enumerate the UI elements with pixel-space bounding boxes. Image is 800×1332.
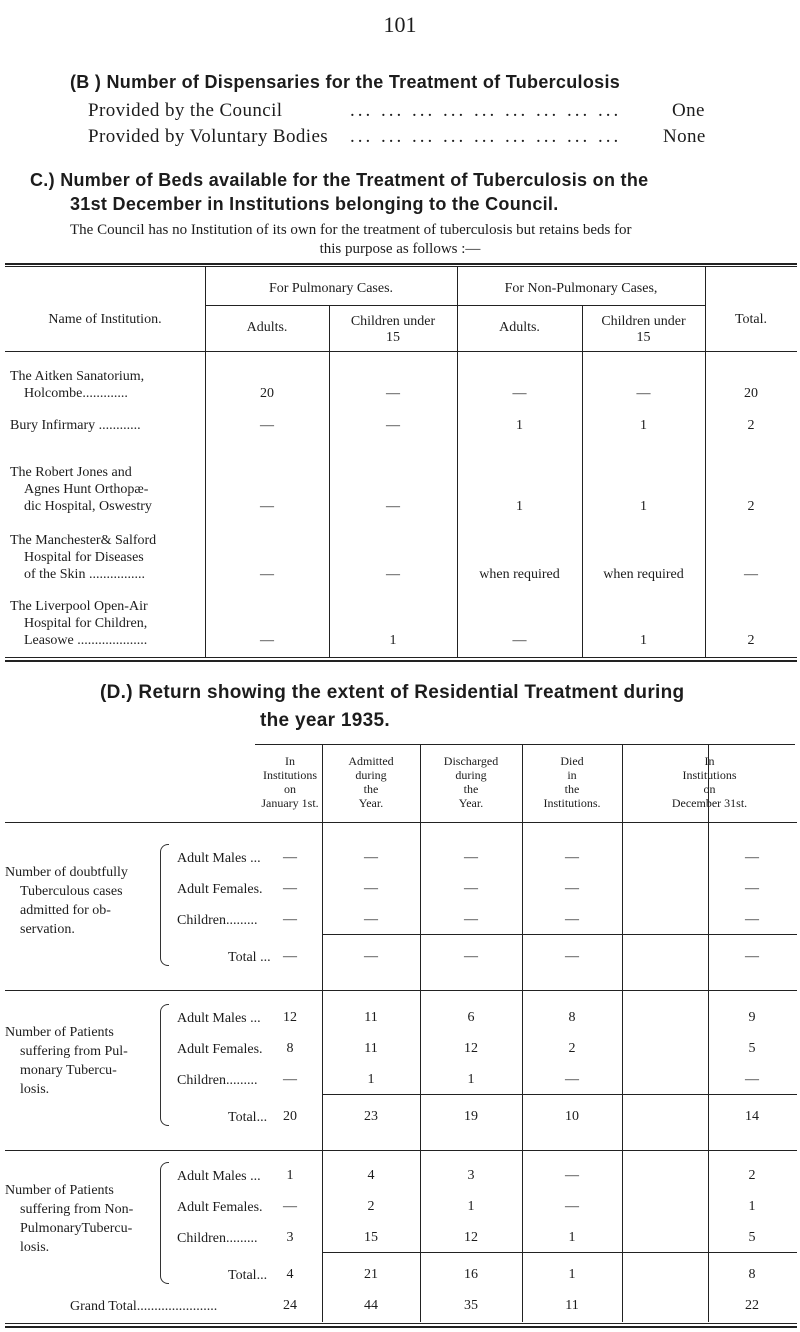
residential-value-cell: —: [464, 912, 478, 927]
grand-total-value: 44: [364, 1298, 378, 1313]
residential-col-header-line: Died: [560, 754, 584, 768]
row-label: Children.........: [177, 913, 258, 928]
residential-value-cell: 8: [568, 1010, 576, 1025]
residential-col-header-line: on: [284, 782, 296, 796]
residential-value-cell: 21: [364, 1267, 378, 1282]
residential-value-cell: —: [565, 912, 579, 927]
residential-value-cell: —: [565, 881, 579, 896]
bed-table-group-non-pulmonary: For Non-Pulmonary Cases,: [504, 281, 658, 296]
residential-value-cell: —: [283, 912, 297, 927]
residential-col-header-line: Year.: [458, 796, 484, 810]
residential-col-header-line: Admitted: [348, 754, 394, 768]
residential-value-cell: —: [745, 850, 759, 865]
bed-table-sub-children-pulmonary: [329, 314, 457, 346]
group-label-line: servation.: [20, 922, 75, 937]
bed-table-sub-adults-non-pulmonary: Adults.: [499, 320, 540, 335]
bed-count-cell: —: [260, 418, 274, 433]
bed-count-cell: 1: [516, 418, 523, 433]
subtotal-rule: [322, 1094, 797, 1095]
group-label-line: suffering from Non-: [20, 1202, 134, 1217]
children-age-label: 15: [636, 330, 651, 345]
grand-total-value: 24: [283, 1298, 297, 1313]
section-b-row-2-value: None: [663, 126, 706, 147]
residential-value-cell: 3: [467, 1168, 475, 1183]
residential-col-header-line: during: [455, 768, 487, 782]
residential-value-cell: 11: [364, 1010, 378, 1025]
residential-value-cell: 4: [286, 1267, 294, 1282]
section-c-heading-2: 31st December in Institutions belonging to the Council.: [70, 194, 559, 214]
bed-count-cell: 2: [747, 418, 755, 433]
residential-value-cell: 1: [568, 1230, 576, 1245]
grand-total-value: 11: [565, 1298, 579, 1313]
residential-value-cell: —: [283, 850, 297, 865]
residential-value-cell: —: [464, 949, 478, 964]
bed-count-cell: —: [636, 386, 651, 401]
bed-count-cell: —: [386, 499, 400, 514]
row-label: Children.........: [177, 1073, 258, 1088]
bed-count-cell: —: [260, 567, 274, 582]
bed-count-cell: 1: [640, 418, 647, 433]
residential-col-header-line: January 1st.: [261, 796, 319, 810]
group-divider: [5, 990, 797, 991]
residential-value-cell: 10: [565, 1109, 579, 1124]
institution-name-line: Leasowe ....................: [24, 633, 148, 648]
residential-value-cell: 12: [283, 1010, 297, 1025]
residential-value-cell: 1: [286, 1168, 294, 1183]
residential-col-header-line: Discharged: [443, 754, 499, 768]
residential-value-cell: —: [283, 949, 297, 964]
residential-value-cell: 15: [364, 1230, 378, 1245]
residential-value-cell: 12: [464, 1041, 478, 1056]
institution-name-line: The Manchester& Salford: [10, 533, 157, 548]
residential-value-cell: 4: [367, 1168, 375, 1183]
group-divider: [5, 1150, 797, 1151]
residential-value-cell: 5: [748, 1230, 756, 1245]
row-label: Adult Females.: [177, 1042, 263, 1057]
group-label-line: losis.: [20, 1082, 50, 1097]
bed-count-cell: 2: [747, 633, 755, 648]
institution-name-line: Holcombe.............: [24, 386, 128, 401]
residential-value-cell: —: [565, 949, 579, 964]
group-label-line: Number of Patients: [5, 1183, 114, 1198]
residential-value-cell: 8: [748, 1267, 756, 1282]
residential-value-cell: 6: [467, 1010, 475, 1025]
residential-col-header-line: In: [285, 754, 295, 768]
residential-col-header-line: the: [463, 782, 479, 796]
residential-col-header-line: the: [564, 782, 580, 796]
residential-value-cell: —: [745, 949, 759, 964]
bed-count-cell: —: [744, 567, 758, 582]
group-label-line: Tuberculous cases: [20, 884, 123, 899]
bed-count-cell: —: [260, 499, 274, 514]
institution-name-line: Hospital for Diseases: [24, 550, 144, 565]
bed-count-cell: 20: [260, 386, 274, 401]
institution-name-line: Hospital for Children,: [24, 616, 148, 631]
residential-value-cell: 3: [286, 1230, 294, 1245]
section-c-note-1: The Council has no Institution of its own for the treatment of tuberculosis but retains beds for: [70, 222, 632, 238]
residential-col-header-line: the: [363, 782, 379, 796]
section-b-row-1-label: Provided by the Council: [88, 100, 283, 121]
row-label: Adult Males ...: [177, 1011, 261, 1026]
children-age-label: 15: [386, 330, 400, 345]
institution-name-line: The Robert Jones and: [10, 465, 132, 480]
section-b-row-1-dots: ... ... ... ... ... ... ... ... ...: [350, 100, 622, 121]
residential-value-cell: —: [565, 1168, 579, 1183]
bed-count-cell: —: [386, 418, 400, 433]
residential-value-cell: 1: [367, 1072, 375, 1087]
total-row-label: Total...: [228, 1268, 268, 1283]
residential-value-cell: —: [745, 912, 759, 927]
section-d-heading-1: (D.) Return showing the extent of Residential Treatment during: [100, 682, 685, 703]
bed-table-col-name: Name of Institution.: [48, 312, 162, 327]
group-label-line: monary Tubercu-: [20, 1063, 117, 1078]
bed-count-cell: when required: [479, 567, 560, 582]
residential-value-cell: 19: [464, 1109, 478, 1124]
residential-value-cell: 12: [464, 1230, 478, 1245]
bed-table-sub-adults-pulmonary: Adults.: [246, 320, 288, 335]
section-d-heading-2: the year 1935.: [260, 710, 390, 731]
group-label-line: Number of doubtfully: [5, 865, 128, 880]
bed-count-cell: when required: [603, 567, 684, 582]
residential-col-header-line: Institutions: [682, 768, 737, 782]
residential-value-cell: 14: [745, 1109, 759, 1124]
section-c-heading-1: C.) Number of Beds available for the Treatment of Tuberculosis on the: [30, 170, 649, 190]
bed-count-cell: 1: [389, 633, 397, 648]
residential-col-header-line: Institutions.: [543, 796, 601, 810]
residential-value-cell: —: [283, 881, 297, 896]
residential-col-header-line: Institutions: [262, 768, 317, 782]
institution-name-line: The Aitken Sanatorium,: [10, 369, 145, 384]
section-b-heading: (B ) Number of Dispensaries for the Treatment of Tuberculosis: [70, 72, 621, 92]
residential-value-cell: —: [565, 1199, 579, 1214]
total-row-label: Total...: [228, 1110, 268, 1125]
section-b-row-2-label: Provided by Voluntary Bodies: [88, 126, 329, 147]
residential-value-cell: 20: [283, 1109, 297, 1124]
residential-value-cell: 9: [748, 1010, 756, 1025]
residential-col-header-line: during: [355, 768, 387, 782]
institution-name-line: dic Hospital, Oswestry: [24, 499, 152, 514]
grand-total-value: 35: [464, 1298, 478, 1313]
residential-value-cell: 1: [467, 1199, 475, 1214]
residential-value-cell: —: [364, 850, 378, 865]
bed-count-cell: —: [512, 633, 527, 648]
residential-value-cell: —: [745, 1072, 759, 1087]
subtotal-rule: [322, 934, 797, 935]
group-label-line: PulmonaryTubercu-: [20, 1221, 133, 1236]
page-number: 101: [383, 12, 417, 37]
residential-value-cell: —: [565, 850, 579, 865]
residential-value-cell: —: [464, 881, 478, 896]
residential-value-cell: —: [364, 949, 378, 964]
total-row-label: Total ...: [228, 950, 271, 965]
children-under-label: Children under: [350, 314, 436, 329]
residential-value-cell: —: [283, 1199, 297, 1214]
residential-value-cell: 2: [568, 1041, 576, 1056]
row-label: Adult Males ...: [177, 851, 261, 866]
residential-value-cell: —: [565, 1072, 579, 1087]
section-b-row-1-value: One: [672, 100, 705, 121]
group-label-line: losis.: [20, 1240, 50, 1255]
section-c-note-2: this purpose as follows :—: [319, 241, 481, 257]
residential-value-cell: 1: [748, 1199, 756, 1214]
bed-count-cell: —: [386, 567, 400, 582]
section-b-row-2-dots: ... ... ... ... ... ... ... ... ...: [350, 126, 622, 147]
bed-table-sub-children-non-pulmonary: [582, 314, 705, 346]
institution-name-line: of the Skin ................: [24, 567, 145, 582]
residential-value-cell: 1: [568, 1267, 576, 1282]
residential-value-cell: 2: [367, 1199, 375, 1214]
residential-value-cell: 23: [364, 1109, 378, 1124]
residential-value-cell: 16: [464, 1267, 478, 1282]
bed-count-cell: 1: [516, 499, 523, 514]
institution-name-line: Bury Infirmary ............: [10, 418, 141, 433]
bed-count-cell: —: [512, 386, 527, 401]
row-label: Adult Females.: [177, 882, 263, 897]
bed-count-cell: 20: [744, 386, 758, 401]
row-label: Children.........: [177, 1231, 258, 1246]
residential-col-header-line: on: [703, 782, 716, 796]
residential-col-header-line: Year.: [358, 796, 384, 810]
bed-table-group-pulmonary: For Pulmonary Cases.: [268, 281, 394, 296]
residential-value-cell: —: [745, 881, 759, 896]
group-label-line: Number of Patients: [5, 1025, 114, 1040]
row-label: Adult Males ...: [177, 1169, 261, 1184]
group-label-line: suffering from Pul-: [20, 1044, 128, 1059]
bed-count-cell: 1: [640, 499, 647, 514]
bed-count-cell: —: [260, 633, 274, 648]
residential-value-cell: 2: [748, 1168, 756, 1183]
row-label: Adult Females.: [177, 1200, 263, 1215]
residential-col-header-line: In: [704, 754, 715, 768]
grand-total-label: Grand Total.......................: [70, 1299, 218, 1314]
grand-total-value: 22: [745, 1298, 759, 1313]
residential-value-cell: —: [364, 881, 378, 896]
bed-table-col-total: Total.: [734, 312, 768, 327]
subtotal-rule: [322, 1252, 797, 1253]
residential-col-header-line: in: [567, 768, 577, 782]
bed-count-cell: 2: [747, 499, 755, 514]
children-under-label: Children under: [601, 314, 686, 329]
residential-value-cell: 11: [364, 1041, 378, 1056]
residential-value-cell: —: [283, 1072, 297, 1087]
residential-value-cell: —: [364, 912, 378, 927]
residential-value-cell: 5: [748, 1041, 756, 1056]
group-label-line: admitted for ob-: [20, 903, 111, 918]
bed-count-cell: —: [386, 386, 400, 401]
bed-count-cell: 1: [640, 633, 647, 648]
residential-value-cell: 8: [286, 1041, 294, 1056]
institution-name-line: The Liverpool Open-Air: [10, 599, 148, 614]
institution-name-line: Agnes Hunt Orthopæ-: [24, 482, 149, 497]
residential-col-header-line: December 31st.: [671, 796, 748, 810]
residential-value-cell: —: [464, 850, 478, 865]
residential-value-cell: 1: [467, 1072, 475, 1087]
